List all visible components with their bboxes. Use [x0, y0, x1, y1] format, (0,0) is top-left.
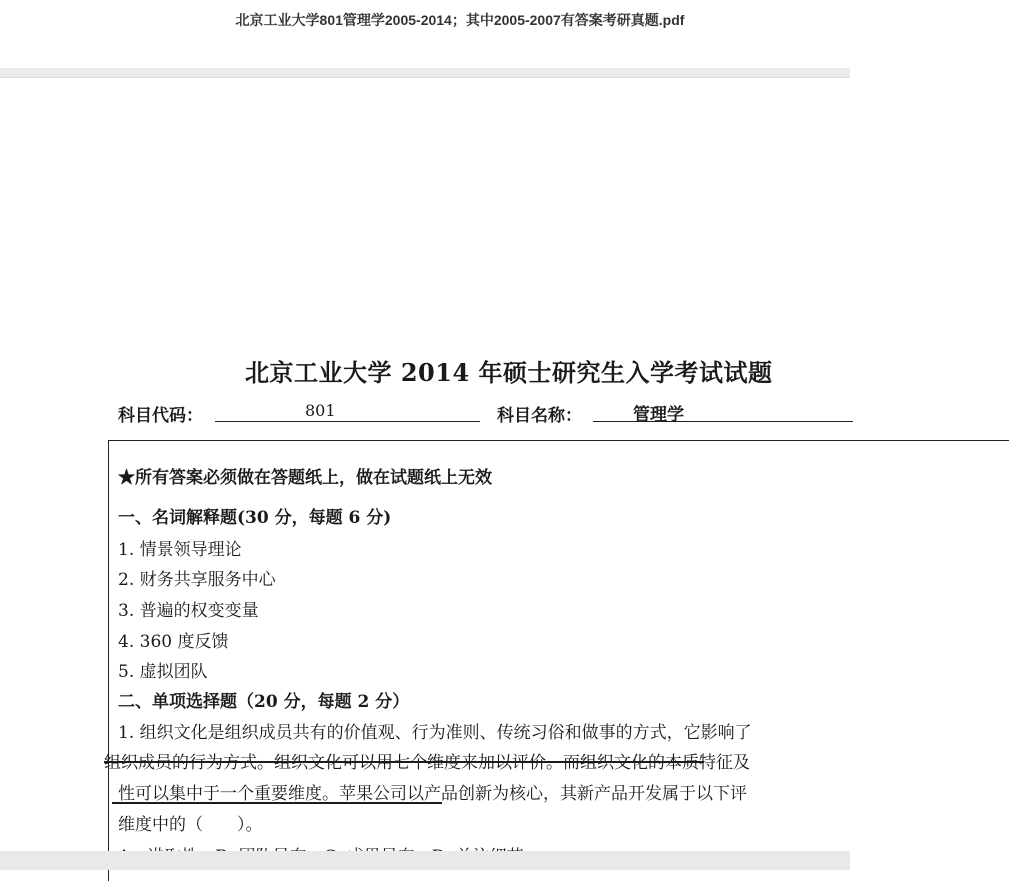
- file-title: 北京工业大学801管理学2005-2014；其中2005-2007有答案考研真题.pdf: [235, 12, 685, 28]
- subject-code-underline: [215, 421, 480, 422]
- question-line: 组织成员的行为方式。组织文化可以用七个维度来加以评价。而组织文化的本质特征及: [104, 753, 750, 773]
- pdf-page[interactable]: [0, 78, 850, 851]
- subject-code-value: 801: [305, 401, 336, 420]
- subject-code-label: 科目代码：: [118, 406, 203, 426]
- subject-name-underline: [593, 421, 853, 422]
- question-line: 1. 组织文化是组织成员共有的价值观、行为准则、传统习俗和做事的方式，它影响了: [118, 723, 752, 743]
- document-title-bar: [0, 0, 850, 68]
- subject-name-value: 管理学: [633, 405, 684, 425]
- section-2-heading: 二、单项选择题（20 分，每题 2 分）: [118, 692, 410, 712]
- section-1-heading: 一、名词解释题(30 分，每题 6 分): [118, 508, 392, 528]
- term-item: 1. 情景领导理论: [118, 540, 242, 560]
- answer-notice: ★所有答案必须做在答题纸上，做在试题纸上无效: [118, 468, 492, 488]
- question-line: 维度中的（ ）。: [118, 815, 263, 835]
- title-separator: [0, 68, 850, 78]
- term-item: 5. 虚拟团队: [118, 662, 208, 682]
- subject-name-label: 科目名称：: [497, 406, 582, 426]
- term-item: 4. 360 度反馈: [118, 632, 229, 652]
- strikethrough-mark: [104, 761, 704, 763]
- underline-mark: [112, 802, 442, 804]
- term-item: 2. 财务共享服务中心: [118, 570, 276, 590]
- term-item: 3. 普遍的权变变量: [118, 601, 259, 621]
- exam-title: 北京工业大学 2014 年硕士研究生入学考试试题: [245, 358, 773, 387]
- question-line: 性可以集中于一个重要维度。苹果公司以产品创新为核心，其新产品开发属于以下评: [118, 784, 747, 804]
- scanned-exam-sheet: [0, 78, 1000, 851]
- bottom-bar: [0, 851, 850, 870]
